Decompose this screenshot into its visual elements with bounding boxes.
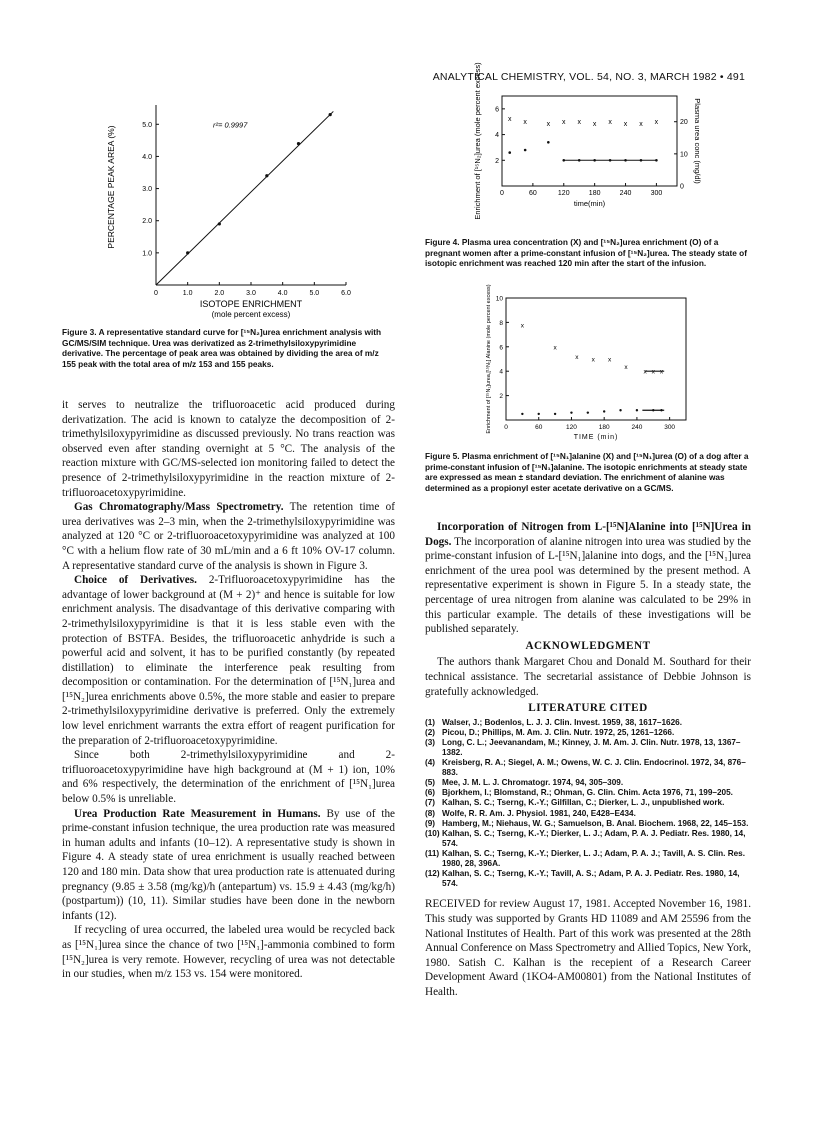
reference-number: (1) [425,717,436,727]
acknowledgment-text: The authors thank Margaret Chou and Donald M. Southard for their technical assistance. The secretarial assistance of Debbie Johnson is gratefully acknowledged. [425,656,751,698]
urea-point [521,413,523,415]
figure5-caption-text: Plasma enrichment of [¹⁵N₁]alanine (X) and [¹⁵N₁]urea (O) of a dog after a prime-constant infusion of [¹⁵N₁]alanine. The isotopic enrichments at steady state are expressed as mean ± standard deviation. The enrichment of alanine was determined as a propionyl ester acetate derivative on a GC/MS. [425,451,749,493]
x-tick-label: 120 [557,190,570,197]
heading-incorporation: Incorporation of Nitrogen from L-[¹⁵N]Alanine into [¹⁵N]Urea in Dogs. [425,521,751,548]
reference-number: (3) [425,737,436,747]
x-tick-label: 6.0 [341,290,351,297]
left-para-3: Choice of Derivatives. 2-Trifluoroacetoxypyrimidine has the advantage of lower background at (M + 2)⁺ and hence is suitable for low enrichment analysis. The disadvantage of this derivative comparing with 2-trimethylsiloxypyrimidine is that it is less stable even with the protection of BSTFA. Besides, the trifluoroacetic anhydride is such a powerful acid and solvent, it has to be purified constantly (by repeated distillation) to eliminate the interference peak resulting from decomposition or contamination. For the determination of [¹⁵N₁]urea and [¹⁵N₂]urea enrichments above 0.5%, the more stable and easier to prepare 2-trimethylsiloxypyrimidine derivative is preferred. Only the extremely low level enrichment warrants the extra effort of reagent purification for the preparation of 2-trifluoroacetoxypyrimidine. [62,574,395,747]
left-para-1: it serves to neutralize the trifluoroacetic acid produced during derivatization. The acid is known to catalyze the decomposition of 2-trimethylsiloxypyrimidine as discussed previously. No trans reaction was observed even after standing overnight at 5 °C. The analysis of the reaction mixture with GC/MS-selected ion monitoring failed to detect the presence of 2-trimethylsiloxypyrimidine in the reaction mixture of 2-trifluoroacetoxypyrimidine. [62,399,395,499]
data-point [265,174,268,177]
alanine-point: x [591,356,595,364]
urea-conc-point: x [654,119,659,127]
running-header: ANALYTICAL CHEMISTRY, VOL. 54, NO. 3, MARCH 1982 • 491 [432,71,745,83]
reference-number: (4) [425,758,436,768]
reference-item [425,829,751,849]
y-tick-label: 4 [499,368,503,376]
reference-number: (6) [425,788,436,798]
x-tick-label: 240 [619,190,632,197]
y-tick-label: 10 [495,295,503,303]
reference-text: Wolfe, R. R. Am. J. Physiol. 1981, 240, E428–E434. [442,808,636,818]
y-tick-label: 2.0 [142,218,152,226]
x-axis-label: TIME (min) [573,434,619,441]
y-left-tick-label: 2 [495,157,499,165]
reference-number: (8) [425,808,436,818]
y-right-tick-label: 20 [680,119,688,127]
reference-item [425,758,751,778]
figure5-caption [425,451,750,493]
urea-point [619,409,621,411]
urea-conc-point: x [623,120,628,128]
reference-text: Kalhan, S. C.; Tserng, K.-Y.; Tavill, A. S.; Adam, P. A. J. Pediatr. Res. 1980, 14, 574. [442,869,740,889]
x-axis-label: ISOTOPE ENRICHMENT [199,299,303,309]
reference-number: (10) [425,828,440,838]
figure4-caption-text: Plasma urea concentration (X) and [¹⁵N₂]urea enrichment (O) of a pregnant women after a prime-constant infusion of [¹⁵N₂]urea. The steady state of isotopic enrichment was reached 120 min after the start of the infusion. [425,237,747,269]
figure3-caption-label: Figure 3. [62,327,97,337]
figure3-caption [62,327,392,369]
reference-text: Bjorkhem, I.; Blomstand, R.; Ohman, G. Clin. Chim. Acta 1976, 71, 199–205. [442,788,733,798]
reference-text: Mee, J. M. L. J. Chromatogr. 1974, 94, 305–309. [442,778,624,788]
reference-item [425,728,751,738]
x-tick-label: 3.0 [246,290,256,297]
right-para-1: Incorporation of Nitrogen from L-[¹⁵N]Alanine into [¹⁵N]Urea in Dogs. The incorporation of alanine nitrogen into urea was studied by the prime-constant infusion of L-[¹⁵N₁]alanine into dogs, and the [¹⁵N₁]urea enrichment of the urea pool was determined by the present method. A representative experiment is shown in Figure 5. In a steady state, the percentage of urea nitrogen from alanine was calculated to be 29% in this particular example. The details of these investigations will be published separately. [425,521,751,636]
data-point [186,251,189,254]
urea-point [538,413,540,415]
received-note: RECEIVED for review August 17, 1981. Accepted November 16, 1981. This study was supported by Grants HD 11089 and AM 25596 from the National Institutes of Health. Part of this work was presented at the 28th Annual Conference on Mass Spectrometry and Allied Topics, New York, 1980. Satish C. Kalhan is the recepient of a Research Career Development Award (1KO4-AM00801) from the National Institutes of Health. [425,898,751,998]
reference-text: Picou, D.; Phillips, M. Am. J. Clin. Nutr. 1972, 25, 1261–1266. [442,727,675,737]
alanine-point: x [659,368,664,376]
x-tick-label: 0 [500,190,504,197]
plot-frame [506,298,686,420]
x-tick-label: 4.0 [277,290,288,297]
enrichment-point [508,151,511,154]
alanine-point: x [520,322,524,330]
reference-item [425,778,751,788]
reference-number: (5) [425,778,436,788]
data-point [297,142,300,145]
reference-item [425,788,751,798]
figure4-caption-label: Figure 4. [425,237,460,247]
plot-frame [502,96,677,186]
alanine-point: x [643,368,647,376]
x-axis-label: time(min) [573,199,606,208]
literature-heading: LITERATURE CITED [528,702,648,715]
r-squared-annotation: r²= 0.9997 [213,120,248,130]
y-tick-label: 5.0 [142,121,152,129]
urea-conc-point: x [592,120,597,128]
urea-conc-point: x [507,116,512,123]
x-tick-label: 300 [650,190,663,197]
reference-item [425,869,751,889]
y-axis-label: PERCENTAGE PEAK AREA (%) [106,125,116,249]
y-left-tick-label: 4 [495,132,499,140]
y-tick-label: 4.0 [142,153,152,161]
reference-item [425,819,751,829]
y-left-tick-label: 6 [495,106,499,114]
figure5-caption-label: Figure 5. [425,451,460,461]
alanine-point: x [651,368,655,376]
reference-text: Kalhan, S. C.; Tserng, K.-Y.; Dierker, L. J.; Adam, P. A. J.; Tavill, A. S. Clin. Res. 1980, 28, 396A. [442,848,746,869]
reference-item [425,849,751,869]
urea-point [636,409,638,411]
reference-number: (2) [425,727,436,737]
data-point [218,222,221,225]
alanine-point: x [553,344,557,352]
enrichment-point [524,149,527,152]
reference-item [425,798,751,808]
enrichment-point [547,141,550,144]
x-tick-label: 180 [588,190,601,197]
alanine-point: x [624,363,628,371]
left-para-4: Since both 2-trimethylsiloxypyrimidine and 2-trifluoroacetoxypyrimidine have high background at (M + 1) ion, 10% and 6% respectively, the determination of the enrichment of [¹⁵N₁]urea below 0.5% is unreliable. [62,749,395,806]
urea-conc-point: x [546,120,551,128]
reference-item [425,718,751,728]
reference-text: Kalhan, S. C.; Tserng, K.-Y.; Dierker, L. J.; Adam, P. A. J. Pediatr. Res. 1980, 14, 574. [442,828,746,848]
reference-list [425,718,751,890]
x-tick-label: 1.0 [182,290,193,297]
reference-text: Kreisberg, R. A.; Siegel, A. M.; Owens, W. C. J. Clin. Endocrinol. 1972, 34, 876–883. [442,758,746,778]
heading-gcms: Gas Chromatography/Mass Spectrometry. [74,501,284,514]
x-tick-label: 5.0 [309,290,320,297]
reference-text: Long, C. L.; Jeevanandam, M.; Kinney, J. M. Am. J. Clin. Nutr. 1978, 13, 1367–1382. [442,737,741,757]
x-tick-label: 2.0 [214,290,225,297]
urea-conc-point: x [523,119,527,127]
left-para-6: If recycling of urea occurred, the labeled urea would be recycled back as [¹⁵N₁]urea since the chance of two [¹⁵N₁]-ammonia combined to form [¹⁵N₂]urea is very remote. However, recycling of urea was not detectable in our studies, when m/z 153 vs. 154 were monitored. [62,924,395,981]
figure3-chart [84,95,374,325]
figure5-chart [478,284,698,450]
figure3-caption-text: A representative standard curve for [¹⁵N₂]urea enrichment analysis with GC/MS/SIM technique. Urea was derivatized as 2-trimethylsiloxypyrimidine derivative. The percentage of peak area was obtained by dividing the area of m/z 155 peak with the total area of m/z 153 and 155 peaks. [62,327,382,369]
reference-item [425,809,751,819]
urea-point [554,413,556,415]
y-left-axis-label: Enrichment of [¹⁵N₂]urea (mole percent excess) [473,62,482,220]
left-column [62,398,395,982]
reference-number: (11) [425,848,440,858]
alanine-point: x [575,354,579,362]
urea-point [570,411,572,413]
urea-point [587,411,589,413]
reference-text: Kalhan, S. C.; Tserng, K.-Y.; Gilfillan, C.; Dierker, L. J., unpublished work. [442,798,725,808]
right-column [425,520,751,999]
urea-conc-point: x [577,119,581,127]
left-para-5: Urea Production Rate Measurement in Humans. By use of the prime-constant infusion technique, the urea production rate was measured in human adults and infants (10–12). A representative study is shown in Figure 4. A steady state of urea enrichment is usually reached between 120 and 180 min. Data show that urea production rate is attenuated during pregnancy (9.85 ± 3.58 (mg/kg)/h (antepartum) vs. 15.9 ± 4.43 (mg/kg/h) (postpartum)) (10, 11). Similar studies have been done in the newborn infants (12). [62,807,395,922]
urea-conc-point: x [562,119,566,127]
y-tick-label: 8 [499,319,503,327]
x-axis-sublabel: (mole percent excess) [211,310,291,319]
x-tick-label: 0 [504,424,508,431]
y-tick-label: 6 [499,344,503,352]
x-tick-label: 120 [566,424,577,431]
alanine-point: x [608,356,612,364]
reference-text: Walser, J.; Bodenlos, L. J. J. Clin. Invest. 1959, 38, 1617–1626. [442,717,682,727]
y-right-axis-label: Plasma urea conc (mg/dl) [693,98,702,184]
x-tick-label: 180 [598,424,610,431]
urea-point [603,410,605,412]
y-tick-label: 1.0 [142,250,152,258]
heading-derivatives: Choice of Derivatives. [74,574,197,587]
y-right-tick-label: 0 [680,183,684,191]
x-tick-label: 0 [154,290,158,297]
heading-urea-production: Urea Production Rate Measurement in Humans. [74,807,321,820]
acknowledgment-heading: ACKNOWLEDGMENT [525,639,651,652]
fit-line [156,111,333,285]
figure4-caption [425,237,750,269]
data-point [329,113,332,116]
urea-conc-point: x [608,119,612,127]
reference-number: (7) [425,798,436,808]
reference-number: (9) [425,818,436,828]
urea-conc-point: x [639,120,643,128]
left-para-2: Gas Chromatography/Mass Spectrometry. The retention time of urea derivatives was 2–3 min, when the 2-trimethylsiloxypyrimidine was analyzed at 120 °C or 2-trifluoroacetoxypyrimidine was analyzed at 100 °C with a helium flow rate of 30 mL/min and a 6 ft 10% OV-17 column. A representative standard curve of the analysis is shown in Figure 3. [62,501,395,572]
x-tick-label: 60 [528,190,537,197]
y-axis-label: Enrichment of [¹⁵N₁]urea,[¹⁵N₁] Alanine (mole percent excess) [486,284,492,434]
reference-text: Hamberg, M.; Niehaus, W. G.; Samuelson, B. Anal. Biochem. 1968, 22, 145–153. [442,818,749,828]
y-right-tick-label: 10 [680,151,688,159]
y-tick-label: 3.0 [142,186,152,194]
reference-number: (12) [425,869,440,879]
x-tick-label: 240 [631,424,643,431]
x-tick-label: 60 [535,424,543,431]
reference-item [425,738,751,758]
x-tick-label: 300 [664,424,676,431]
y-tick-label: 2 [499,393,503,401]
